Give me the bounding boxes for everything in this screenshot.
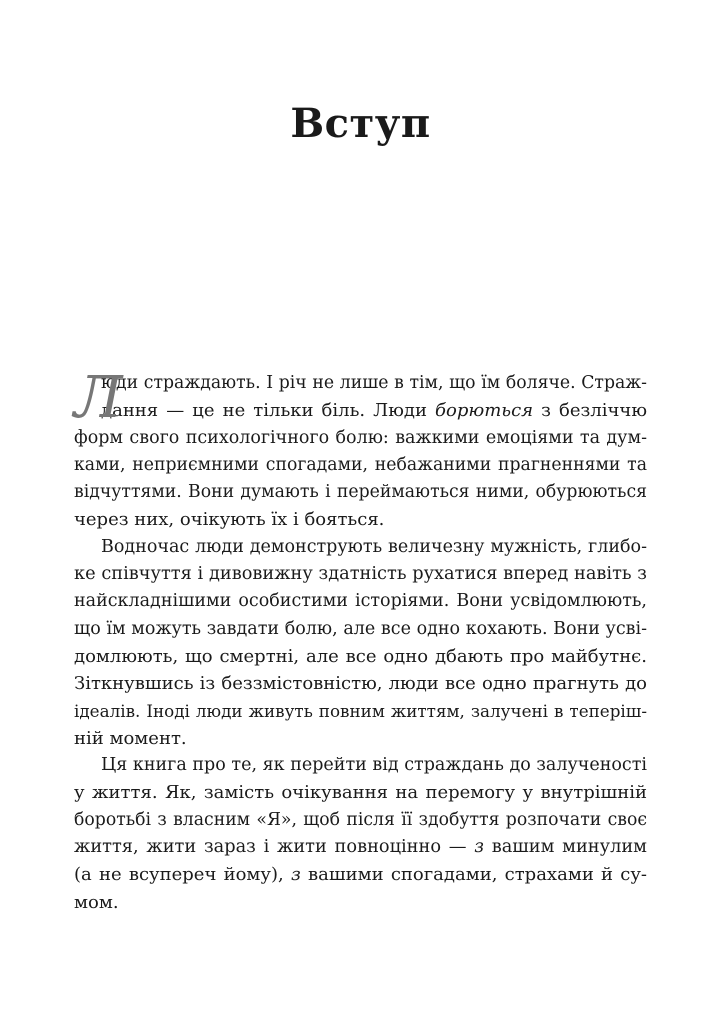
text-line: що їм можуть завдати болю, але все одно кохають. Вони усві- xyxy=(74,618,647,639)
drop-cap: Л xyxy=(74,363,123,431)
emphasis: борються xyxy=(435,400,534,422)
text-line: у життя. Як, замість очікування на перемогу у внутрішній xyxy=(74,782,647,804)
text-line: боротьбі з власним «Я», щоб після її здобуття розпочати своє xyxy=(74,809,647,830)
text-line: (а не всупереч йому), з вашими спогадами, страхами й су- xyxy=(74,864,647,886)
text-line: мом. xyxy=(74,891,119,913)
text-line: форм свого психологічного болю: важкими емоціями та дум- xyxy=(74,427,647,448)
text-line: ке співчуття і дивовижну здатність рухатися вперед навіть з xyxy=(74,564,647,585)
text-line: Водночас люди демонструють величезну мужність, глибо- xyxy=(101,536,647,557)
text-line: Ця книга про те, як перейти від страждань до залученості xyxy=(101,755,647,776)
text-line: ній момент. xyxy=(74,727,187,749)
text-line: найскладнішими особистими історіями. Вони усвідомлюють, xyxy=(74,591,647,612)
body-text xyxy=(74,363,647,916)
text-line: ками, неприємними спогадами, небажаними прагненнями та xyxy=(74,454,647,475)
emphasis: з xyxy=(290,864,301,886)
emphasis: з xyxy=(474,837,484,858)
text-line: відчуттями. Вони думають і переймаються ними, обурюються xyxy=(74,482,647,503)
text-line: через них, очікують їх і бояться. xyxy=(74,509,385,531)
chapter-title: Вступ xyxy=(290,100,431,147)
text-line: домлюють, що смертні, але все одно дбають про майбутнє. xyxy=(74,645,647,667)
text-line: Зіткнувшись із беззмістовністю, люди все одно прагнуть до xyxy=(74,673,647,695)
text-line: ідеалів. Іноді люди живуть повним життям, залучені в теперіш- xyxy=(74,700,647,721)
text-line: життя, жити зараз і жити повноцінно — з вашим минулим xyxy=(74,837,647,858)
text-line: юди страждають. І річ не лише в тім, що їм боляче. Страж- xyxy=(101,373,647,393)
text-line: дання — це не тільки біль. Люди борються з безліччю xyxy=(101,400,647,422)
